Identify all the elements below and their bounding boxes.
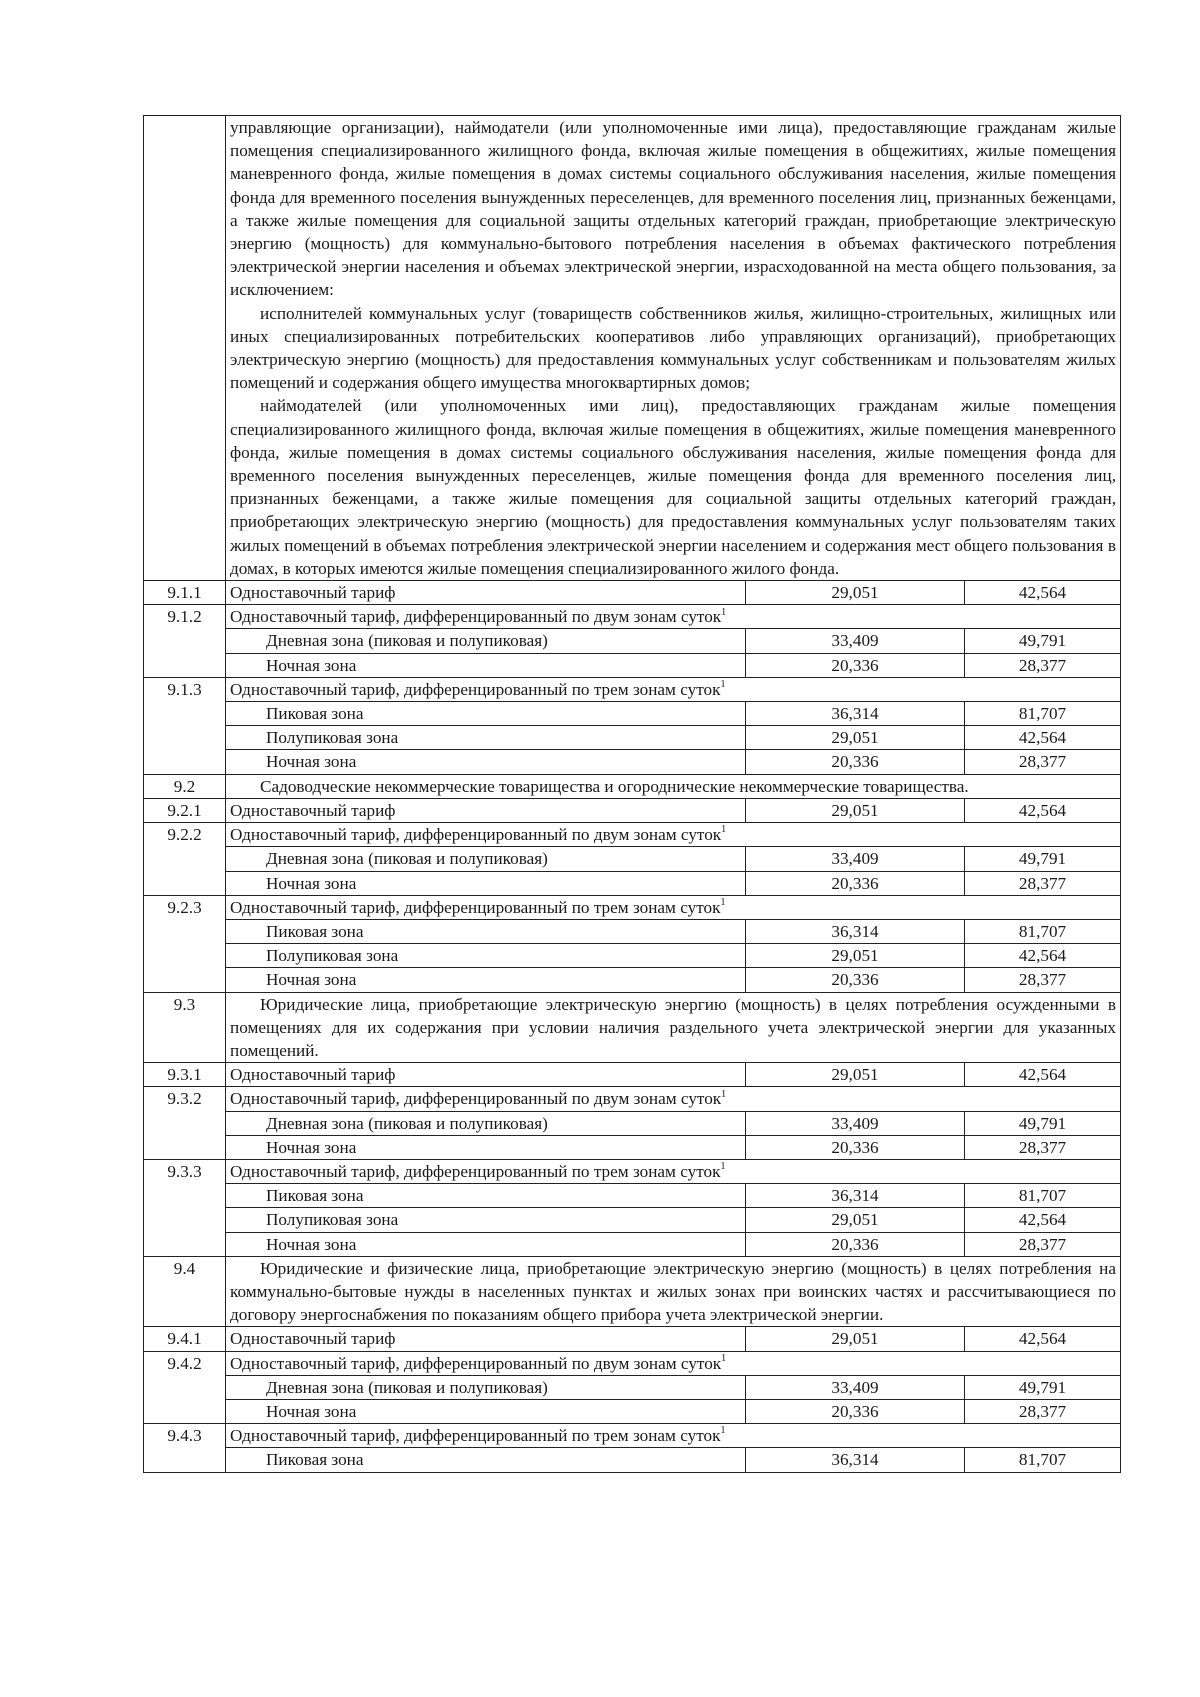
tariff-title: Одноставочный тариф, дифференцированный по двум зонам суток$^1$ bbox=[226, 1351, 1121, 1375]
zone-value-2: 49,791 bbox=[965, 1111, 1121, 1135]
tariff-row bbox=[144, 895, 1121, 919]
zone-value-2: 28,377 bbox=[965, 1399, 1121, 1423]
tariff-value-2: 42,564 bbox=[965, 581, 1121, 605]
footnote-mark: 1 bbox=[720, 896, 726, 908]
zone-row bbox=[144, 1399, 1121, 1423]
tariff-value-1: 29,051 bbox=[746, 1063, 965, 1087]
section-number: 9.2 bbox=[144, 774, 226, 798]
zone-row bbox=[144, 968, 1121, 992]
zone-value-2: 28,377 bbox=[965, 653, 1121, 677]
tariff-row bbox=[144, 1424, 1121, 1448]
zone-value-1: 20,336 bbox=[746, 1232, 965, 1256]
zone-value-2: 42,564 bbox=[965, 726, 1121, 750]
tariff-title: Одноставочный тариф, дифференцированный по двум зонам суток$^1$ bbox=[226, 823, 1121, 847]
zone-value-1: 29,051 bbox=[746, 726, 965, 750]
tariff-table-body bbox=[144, 116, 1121, 1473]
zone-value-1: 20,336 bbox=[746, 750, 965, 774]
tariff-row bbox=[144, 1327, 1121, 1351]
zone-value-1: 29,051 bbox=[746, 944, 965, 968]
tariff-title: Одноставочный тариф bbox=[226, 1327, 746, 1351]
tariff-table bbox=[143, 115, 1121, 1473]
zone-value-1: 33,409 bbox=[746, 1375, 965, 1399]
item-number: 9.3.1 bbox=[144, 1063, 226, 1087]
zone-label: Пиковая зона bbox=[226, 1448, 746, 1472]
zone-label: Пиковая зона bbox=[226, 702, 746, 726]
zone-value-2: 49,791 bbox=[965, 847, 1121, 871]
footnote-mark: 1 bbox=[721, 606, 727, 618]
intro-paragraph: наймодателей (или уполномоченных ими лиц), предоставляющих гражданам жилые помещения специализированного жилищного фонда, включая жилые помещения в общежитиях, жилые помещения маневренного фонда, жилые помещения в домах системы социального обслуживания населения, жилые помещения фонда для временного поселения вынужденных переселенцев, жилые помещения фонда для временного поселения лиц, признанных беженцами, а также жилые помещения для социальной защиты отдельных категорий граждан, приобретающих электрическую энергию (мощность) для предоставления коммунальных услуг пользователям таких жилых помещений в объемах потребления электрической энергии населением и содержания мест общего пользования в домах, в которых имеются жилые помещения специализированного жилого фонда. bbox=[230, 396, 1117, 578]
section-heading-row bbox=[144, 774, 1121, 798]
zone-label: Ночная зона bbox=[226, 653, 746, 677]
zone-row bbox=[144, 944, 1121, 968]
zone-value-2: 81,707 bbox=[965, 1184, 1121, 1208]
section-number: 9.3 bbox=[144, 992, 226, 1063]
footnote-mark: 1 bbox=[721, 1088, 727, 1100]
section-heading: Садоводческие некоммерческие товарищества и огороднические некоммерческие товарищества. bbox=[226, 774, 1121, 798]
zone-label: Пиковая зона bbox=[226, 919, 746, 943]
zone-value-1: 29,051 bbox=[746, 1208, 965, 1232]
item-number: 9.2.1 bbox=[144, 798, 226, 822]
tariff-row bbox=[144, 605, 1121, 629]
intro-number-cell bbox=[144, 116, 226, 581]
tariff-title: Одноставочный тариф bbox=[226, 1063, 746, 1087]
section-heading: Юридические и физические лица, приобретающие электрическую энергию (мощность) в целях потребления на коммунально-бытовые нужды в населенных пунктах и жилых зонах при воинских частях и рассчитывающиеся по договору энергоснабжения по показаниям общего прибора учета электрической энергии. bbox=[226, 1256, 1121, 1327]
item-number: 9.2.2 bbox=[144, 823, 226, 896]
zone-value-1: 33,409 bbox=[746, 629, 965, 653]
item-number: 9.4.2 bbox=[144, 1351, 226, 1424]
zone-value-1: 36,314 bbox=[746, 702, 965, 726]
tariff-value-1: 29,051 bbox=[746, 1327, 965, 1351]
zone-value-1: 20,336 bbox=[746, 653, 965, 677]
zone-label: Ночная зона bbox=[226, 968, 746, 992]
zone-value-1: 33,409 bbox=[746, 847, 965, 871]
section-heading: Юридические лица, приобретающие электрическую энергию (мощность) в целях потребления осужденными в помещениях для их содержания при условии наличия раздельного учета электрической энергии для указанных помещений. bbox=[226, 992, 1121, 1063]
tariff-value-2: 42,564 bbox=[965, 1327, 1121, 1351]
zone-row bbox=[144, 919, 1121, 943]
tariff-title: Одноставочный тариф, дифференцированный по трем зонам суток$^1$ bbox=[226, 895, 1121, 919]
tariff-title: Одноставочный тариф, дифференцированный по двум зонам суток$^1$ bbox=[226, 605, 1121, 629]
zone-row bbox=[144, 1111, 1121, 1135]
zone-label: Дневная зона (пиковая и полупиковая) bbox=[226, 1375, 746, 1399]
zone-row bbox=[144, 1208, 1121, 1232]
tariff-value-1: 29,051 bbox=[746, 581, 965, 605]
zone-value-2: 42,564 bbox=[965, 944, 1121, 968]
section-heading-row bbox=[144, 1256, 1121, 1327]
zone-label: Дневная зона (пиковая и полупиковая) bbox=[226, 629, 746, 653]
zone-value-1: 36,314 bbox=[746, 1448, 965, 1472]
tariff-value-2: 42,564 bbox=[965, 1063, 1121, 1087]
tariff-row bbox=[144, 1087, 1121, 1111]
tariff-title: Одноставочный тариф, дифференцированный по трем зонам суток$^1$ bbox=[226, 1159, 1121, 1183]
zone-row bbox=[144, 629, 1121, 653]
tariff-title: Одноставочный тариф bbox=[226, 798, 746, 822]
item-number: 9.1.3 bbox=[144, 677, 226, 774]
zone-value-1: 20,336 bbox=[746, 968, 965, 992]
zone-row bbox=[144, 1448, 1121, 1472]
zone-label: Полупиковая зона bbox=[226, 944, 746, 968]
footnote-mark: 1 bbox=[720, 1161, 726, 1173]
zone-row bbox=[144, 750, 1121, 774]
footnote-mark: 1 bbox=[721, 1352, 727, 1364]
zone-value-1: 20,336 bbox=[746, 1399, 965, 1423]
zone-value-2: 49,791 bbox=[965, 629, 1121, 653]
tariff-row bbox=[144, 798, 1121, 822]
tariff-value-1: 29,051 bbox=[746, 798, 965, 822]
zone-row bbox=[144, 702, 1121, 726]
tariff-row bbox=[144, 1063, 1121, 1087]
tariff-value-2: 42,564 bbox=[965, 798, 1121, 822]
zone-label: Ночная зона bbox=[226, 1232, 746, 1256]
item-number: 9.4.3 bbox=[144, 1424, 226, 1472]
footnote-mark: 1 bbox=[720, 679, 726, 691]
item-number: 9.1.1 bbox=[144, 581, 226, 605]
tariff-row bbox=[144, 581, 1121, 605]
tariff-title: Одноставочный тариф, дифференцированный по трем зонам суток$^1$ bbox=[226, 677, 1121, 701]
zone-row bbox=[144, 847, 1121, 871]
zone-row bbox=[144, 726, 1121, 750]
zone-label: Дневная зона (пиковая и полупиковая) bbox=[226, 847, 746, 871]
zone-label: Полупиковая зона bbox=[226, 726, 746, 750]
zone-value-2: 28,377 bbox=[965, 1135, 1121, 1159]
zone-value-1: 36,314 bbox=[746, 1184, 965, 1208]
intro-paragraph: исполнителей коммунальных услуг (товариществ собственников жилья, жилищно-строительных, жилищных или иных специализированных потребительских кооперативов либо управляющих организаций), приобретающих электрическую энергию (мощность) для предоставления коммунальных услуг собственникам и пользователям жилых помещений и содержания общего имущества многоквартирных домов; bbox=[230, 303, 1117, 393]
zone-value-2: 49,791 bbox=[965, 1375, 1121, 1399]
tariff-title: Одноставочный тариф bbox=[226, 581, 746, 605]
zone-label: Ночная зона bbox=[226, 1399, 746, 1423]
zone-value-2: 28,377 bbox=[965, 871, 1121, 895]
zone-label: Ночная зона bbox=[226, 1135, 746, 1159]
zone-value-1: 20,336 bbox=[746, 1135, 965, 1159]
zone-label: Ночная зона bbox=[226, 871, 746, 895]
zone-row bbox=[144, 1232, 1121, 1256]
footnote-mark: 1 bbox=[721, 824, 727, 836]
zone-value-2: 28,377 bbox=[965, 750, 1121, 774]
zone-value-1: 20,336 bbox=[746, 871, 965, 895]
item-number: 9.3.2 bbox=[144, 1087, 226, 1160]
intro-text-cell bbox=[226, 116, 1121, 581]
tariff-row bbox=[144, 677, 1121, 701]
tariff-title: Одноставочный тариф, дифференцированный по трем зонам суток$^1$ bbox=[226, 1424, 1121, 1448]
item-number: 9.3.3 bbox=[144, 1159, 226, 1256]
footnote-mark: 1 bbox=[720, 1425, 726, 1437]
intro-row bbox=[144, 116, 1121, 581]
item-number: 9.1.2 bbox=[144, 605, 226, 678]
zone-value-2: 28,377 bbox=[965, 968, 1121, 992]
zone-value-2: 42,564 bbox=[965, 1208, 1121, 1232]
section-number: 9.4 bbox=[144, 1256, 226, 1327]
zone-label: Ночная зона bbox=[226, 750, 746, 774]
zone-row bbox=[144, 871, 1121, 895]
zone-value-2: 81,707 bbox=[965, 702, 1121, 726]
zone-value-1: 36,314 bbox=[746, 919, 965, 943]
zone-label: Пиковая зона bbox=[226, 1184, 746, 1208]
zone-value-2: 81,707 bbox=[965, 1448, 1121, 1472]
zone-value-2: 81,707 bbox=[965, 919, 1121, 943]
zone-value-1: 33,409 bbox=[746, 1111, 965, 1135]
zone-row bbox=[144, 653, 1121, 677]
tariff-row bbox=[144, 823, 1121, 847]
zone-label: Дневная зона (пиковая и полупиковая) bbox=[226, 1111, 746, 1135]
intro-paragraph: управляющие организации), наймодатели (или уполномоченные ими лица), предоставляющие гражданам жилые помещения специализированного жилищного фонда, включая жилые помещения в общежитиях, жилые помещения маневренного фонда, жилые помещения в домах системы социального обслуживания населения, жилые помещения фонда для временного поселения вынужденных переселенцев, для временного поселения лиц, признанных беженцами, а также жилые помещения для социальной защиты отдельных категорий граждан, приобретающие электрическую энергию (мощность) для коммунально-бытового потребления населения в объемах фактического потребления электрической энергии населения и объемах электрической энергии, израсходованной на места общего пользования, за исключением: bbox=[230, 118, 1117, 300]
item-number: 9.2.3 bbox=[144, 895, 226, 992]
zone-label: Полупиковая зона bbox=[226, 1208, 746, 1232]
section-heading-row bbox=[144, 992, 1121, 1063]
zone-row bbox=[144, 1135, 1121, 1159]
tariff-row bbox=[144, 1159, 1121, 1183]
tariff-row bbox=[144, 1351, 1121, 1375]
zone-value-2: 28,377 bbox=[965, 1232, 1121, 1256]
item-number: 9.4.1 bbox=[144, 1327, 226, 1351]
tariff-title: Одноставочный тариф, дифференцированный по двум зонам суток$^1$ bbox=[226, 1087, 1121, 1111]
document-page bbox=[143, 115, 1120, 1473]
zone-row bbox=[144, 1184, 1121, 1208]
zone-row bbox=[144, 1375, 1121, 1399]
